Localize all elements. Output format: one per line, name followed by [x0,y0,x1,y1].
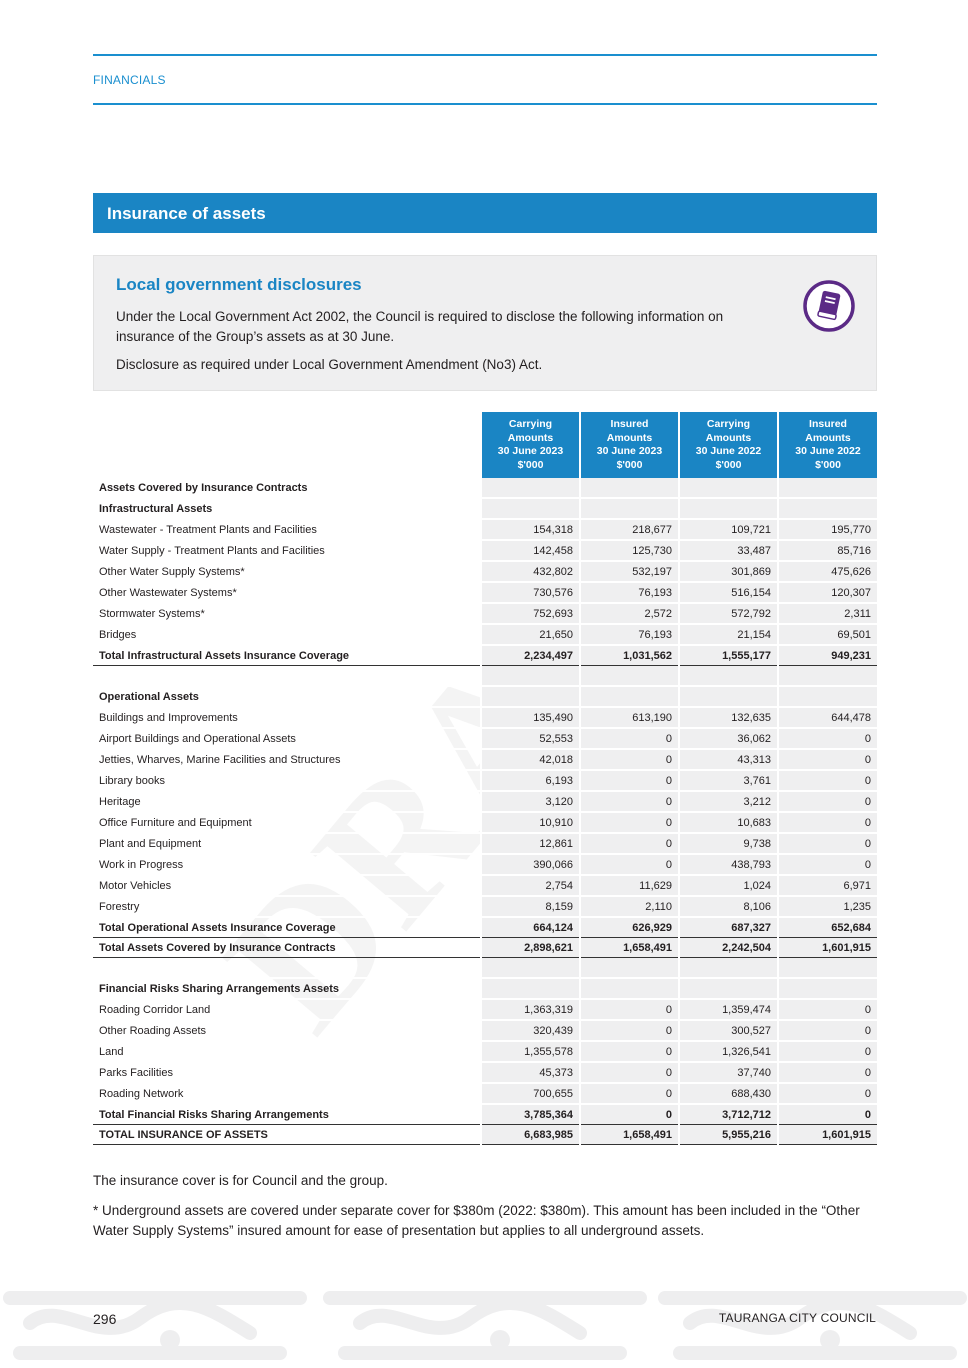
row-label: TOTAL INSURANCE OF ASSETS [93,1125,481,1145]
row-label: Other Roading Assets [93,1020,481,1041]
value-cell: 626,929 [580,917,679,938]
value-cell: 687,327 [679,917,778,938]
table-row [93,875,877,896]
row-label: Other Wastewater Systems* [93,582,481,603]
value-cell: 0 [778,728,877,749]
value-cell: 9,738 [679,833,778,854]
value-cell: 1,601,915 [778,938,877,958]
value-cell [580,666,679,687]
table-row [93,1041,877,1062]
value-cell: 652,684 [778,917,877,938]
table-row [93,519,877,540]
value-cell: 0 [580,1020,679,1041]
value-cell: 752,693 [481,603,580,624]
value-cell: 36,062 [679,728,778,749]
value-cell: 120,307 [778,582,877,603]
row-label: Stormwater Systems* [93,603,481,624]
value-cell: 0 [580,812,679,833]
table-total-row [93,1125,877,1145]
table-total-row [93,938,877,958]
value-cell: 33,487 [679,540,778,561]
value-cell: 0 [580,770,679,791]
value-cell [481,478,580,498]
value-cell [580,958,679,979]
value-cell: 10,910 [481,812,580,833]
value-cell [778,686,877,707]
row-label: Water Supply - Treatment Plants and Facilities [93,540,481,561]
value-cell: 0 [778,999,877,1020]
row-label: Infrastructural Assets [93,498,481,519]
value-cell: 1,326,541 [679,1041,778,1062]
value-cell: 69,501 [778,624,877,645]
header-bottom-rule [93,103,877,105]
value-cell: 516,154 [679,582,778,603]
value-cell: 2,898,621 [481,938,580,958]
value-cell [679,478,778,498]
value-cell [679,666,778,687]
value-cell: 664,124 [481,917,580,938]
table-row [93,770,877,791]
table-row [93,812,877,833]
section-label: FINANCIALS [93,73,166,87]
value-cell: 6,193 [481,770,580,791]
value-cell: 0 [778,812,877,833]
value-cell [778,958,877,979]
value-cell: 8,159 [481,896,580,917]
value-cell: 3,712,712 [679,1104,778,1125]
note-underground: * Underground assets are covered under separate cover for $380m (2022: $380m). This amount has been included in the “Other Water Supply Systems” insured amount for ease of presentation but applies to all underground assets. [93,1203,860,1238]
disclosure-panel [93,255,877,391]
book-icon [802,279,856,333]
value-cell [481,686,580,707]
value-cell [778,978,877,999]
row-label: Work in Progress [93,854,481,875]
value-cell: 949,231 [778,645,877,666]
value-cell: 688,430 [679,1083,778,1104]
value-cell: 0 [580,833,679,854]
value-cell [580,478,679,498]
row-label: Wastewater - Treatment Plants and Facilities [93,519,481,540]
table-row [93,1020,877,1041]
table-row [93,561,877,582]
row-label: Total Financial Risks Sharing Arrangements [93,1104,481,1125]
table-total-row [93,917,877,938]
value-cell: 132,635 [679,707,778,728]
section-banner: Insurance of assets [93,193,877,233]
table-total-row [93,645,877,666]
value-cell: 1,024 [679,875,778,896]
value-cell: 0 [778,854,877,875]
value-cell: 438,793 [679,854,778,875]
value-cell: 432,802 [481,561,580,582]
row-label: Parks Facilities [93,1062,481,1083]
value-cell: 0 [778,1083,877,1104]
value-cell: 21,650 [481,624,580,645]
disclosure-paragraph: Disclosure as required under Local Government Amendment (No3) Act. [116,357,543,372]
row-label: Land [93,1041,481,1062]
value-cell: 42,018 [481,749,580,770]
header-blank-cell [93,412,481,478]
row-label: Total Operational Assets Insurance Coverage [93,917,481,938]
row-label: Assets Covered by Insurance Contracts [93,478,481,498]
value-cell [481,958,580,979]
value-cell: 0 [580,1083,679,1104]
row-label: Forestry [93,896,481,917]
value-cell [481,978,580,999]
value-cell: 730,576 [481,582,580,603]
table-row [93,833,877,854]
row-label: Plant and Equipment [93,833,481,854]
value-cell: 1,658,491 [580,938,679,958]
value-cell: 0 [778,1041,877,1062]
table-row [93,603,877,624]
column-header: Carrying Amounts 30 June 2022 $'000 [679,412,778,478]
value-cell: 0 [778,833,877,854]
row-label: Jetties, Wharves, Marine Facilities and Structures [93,749,481,770]
value-cell: 45,373 [481,1062,580,1083]
table-row [93,1062,877,1083]
disclosure-paragraph: Under the Local Government Act 2002, the Council is required to disclose the following information on insurance of the Group’s assets as at 30 June. [116,309,724,344]
value-cell: 1,355,578 [481,1041,580,1062]
table-heading-row [93,498,877,519]
row-label: Financial Risks Sharing Arrangements Assets [93,978,481,999]
row-label [93,958,481,979]
value-cell: 12,861 [481,833,580,854]
note-cover: The insurance cover is for Council and the group. [93,1173,388,1188]
value-cell: 0 [580,791,679,812]
row-label: Office Furniture and Equipment [93,812,481,833]
row-label: Other Water Supply Systems* [93,561,481,582]
table-spacer-row [93,958,877,979]
row-label [93,666,481,687]
value-cell [679,958,778,979]
row-label: Library books [93,770,481,791]
value-cell: 142,458 [481,540,580,561]
value-cell: 0 [580,1062,679,1083]
value-cell: 700,655 [481,1083,580,1104]
value-cell: 613,190 [580,707,679,728]
value-cell: 10,683 [679,812,778,833]
value-cell: 1,601,915 [778,1125,877,1145]
value-cell: 76,193 [580,582,679,603]
value-cell: 572,792 [679,603,778,624]
value-cell: 1,359,474 [679,999,778,1020]
value-cell: 3,785,364 [481,1104,580,1125]
table-row [93,707,877,728]
page-number: 296 [93,1311,117,1327]
value-cell: 0 [778,791,877,812]
value-cell [481,666,580,687]
row-label: Motor Vehicles [93,875,481,896]
value-cell: 0 [778,1104,877,1125]
column-header: Insured Amounts 30 June 2023 $'000 [580,412,679,478]
value-cell: 2,110 [580,896,679,917]
value-cell: 3,212 [679,791,778,812]
row-label: Operational Assets [93,686,481,707]
value-cell [778,666,877,687]
value-cell: 0 [778,1020,877,1041]
value-cell [679,686,778,707]
row-label: Roading Corridor Land [93,999,481,1020]
table-row [93,540,877,561]
row-label: Total Assets Covered by Insurance Contracts [93,938,481,958]
value-cell: 76,193 [580,624,679,645]
table-heading-row [93,478,877,498]
table-row [93,854,877,875]
table-heading-row [93,686,877,707]
value-cell: 8,106 [679,896,778,917]
value-cell: 1,235 [778,896,877,917]
footer-organisation: TAURANGA CITY COUNCIL [718,1311,876,1325]
value-cell [580,498,679,519]
value-cell: 300,527 [679,1020,778,1041]
value-cell: 11,629 [580,875,679,896]
value-cell: 0 [580,1104,679,1125]
value-cell: 37,740 [679,1062,778,1083]
value-cell: 390,066 [481,854,580,875]
value-cell: 3,761 [679,770,778,791]
value-cell: 475,626 [778,561,877,582]
value-cell [580,686,679,707]
value-cell: 0 [778,749,877,770]
row-label: Bridges [93,624,481,645]
value-cell: 109,721 [679,519,778,540]
value-cell: 301,869 [679,561,778,582]
value-cell: 0 [580,749,679,770]
value-cell: 125,730 [580,540,679,561]
column-header: Insured Amounts 30 June 2022 $'000 [778,412,877,478]
column-header: Carrying Amounts 30 June 2023 $'000 [481,412,580,478]
value-cell [580,978,679,999]
value-cell: 2,242,504 [679,938,778,958]
table-spacer-row [93,666,877,687]
value-cell: 135,490 [481,707,580,728]
value-cell: 21,154 [679,624,778,645]
value-cell: 532,197 [580,561,679,582]
table-row [93,749,877,770]
value-cell [778,498,877,519]
value-cell: 0 [778,770,877,791]
insurance-table [93,412,877,1145]
value-cell: 1,658,491 [580,1125,679,1145]
table-row [93,1083,877,1104]
value-cell: 644,478 [778,707,877,728]
value-cell: 2,572 [580,603,679,624]
table-row [93,728,877,749]
table-header-row [93,412,877,478]
value-cell [679,498,778,519]
row-label: Total Infrastructural Assets Insurance Coverage [93,645,481,666]
row-label: Roading Network [93,1083,481,1104]
value-cell: 2,754 [481,875,580,896]
value-cell: 154,318 [481,519,580,540]
value-cell: 1,555,177 [679,645,778,666]
value-cell: 43,313 [679,749,778,770]
value-cell: 0 [580,1041,679,1062]
table-row [93,624,877,645]
value-cell: 218,677 [580,519,679,540]
value-cell: 5,955,216 [679,1125,778,1145]
row-label: Airport Buildings and Operational Assets [93,728,481,749]
value-cell: 0 [778,1062,877,1083]
value-cell: 195,770 [778,519,877,540]
value-cell: 52,553 [481,728,580,749]
table-total-row [93,1104,877,1125]
value-cell: 0 [580,854,679,875]
row-label: Buildings and Improvements [93,707,481,728]
table-row [93,999,877,1020]
value-cell: 0 [580,728,679,749]
value-cell: 320,439 [481,1020,580,1041]
value-cell [481,498,580,519]
value-cell: 6,971 [778,875,877,896]
value-cell: 85,716 [778,540,877,561]
header-top-rule [93,54,877,56]
table-row [93,582,877,603]
row-label: Heritage [93,791,481,812]
disclosure-title: Local government disclosures [116,275,362,294]
value-cell: 6,683,985 [481,1125,580,1145]
value-cell: 1,363,319 [481,999,580,1020]
value-cell: 0 [580,999,679,1020]
value-cell: 2,311 [778,603,877,624]
value-cell [778,478,877,498]
table-heading-row [93,978,877,999]
value-cell [679,978,778,999]
value-cell: 1,031,562 [580,645,679,666]
value-cell: 3,120 [481,791,580,812]
table-row [93,896,877,917]
table-row [93,791,877,812]
value-cell: 2,234,497 [481,645,580,666]
